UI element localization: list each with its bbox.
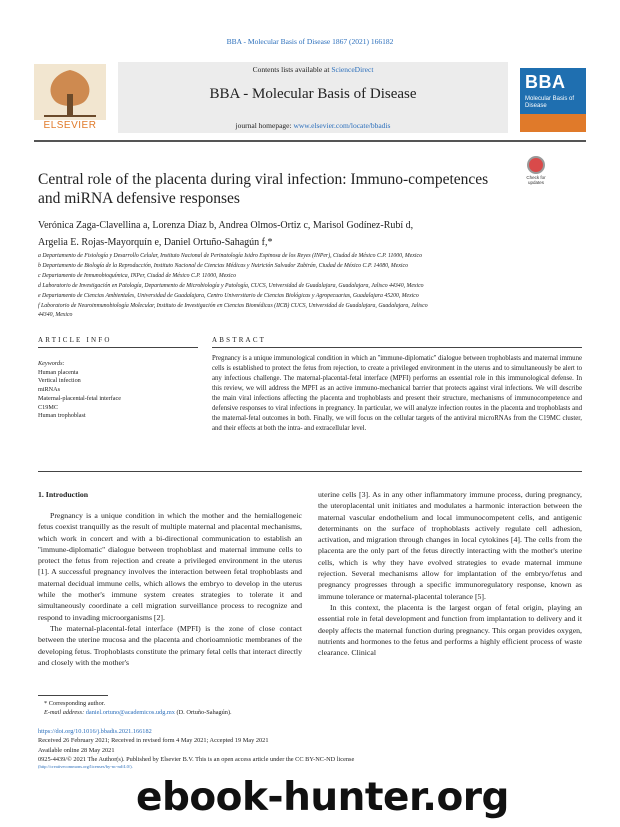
journal-name: BBA - Molecular Basis of Disease [209,86,417,102]
journal-homepage [118,121,508,130]
intro-paragraph: Pregnancy is a unique condition in which the mother and the hemiallogeneic fetus coexist tranquilly as the result of multiple maternal and placental mechanisms, which work in concert and with a bi-directional communication to establish an ''immune-diplomatic'' dialogue between trophoblast and maternal immune cells to protect the fetus from rejection and create a privileged environment in the uterus [1]. A successful pregnancy involves the interaction between fetal trophoblasts and maternal decidual immune cells, which allows the embryo to develop in the uterus while the mother's immune system creates strategies to tolerate it and simultaneously coordinate a cell migration surveillance process to recognize and respond to invading microorganisms [2]. [38,511,302,622]
affiliation-a: a Departamento de Fisiología y Desarrollo Celular, Instituto Nacional de Perinatología Isidro Espinosa de los Reyes (INPer), Ciudad de México C.P. 11000, Mexico [38,253,422,259]
keyword-item: C19MC [38,403,58,411]
doi-link[interactable]: https://doi.org/10.1016/j.bbadis.2021.166182 [38,728,152,735]
header-divider [34,140,586,142]
email-link[interactable]: daniel.ortuno@academicos.udg.mx [85,709,175,716]
watermark-text: ebook-hunter.org [136,775,509,820]
authors-line-1: Verónica Zaga-Clavellina a, Lorenza Diaz b, Andrea Olmos-Ortiz c, Marisol Godínez-Rubí d, [38,220,414,231]
email-label: E-mail address: [44,709,86,716]
email-line [44,708,584,717]
author-list [38,217,588,251]
journal-cover-image [520,68,586,132]
abstract-bottom-rule [38,471,582,472]
homepage-prefix: journal homepage: [235,121,294,130]
sciencedirect-link[interactable]: ScienceDirect [331,65,374,74]
keyword-item: miRNAs [38,386,61,394]
affiliation-b: b Departamento de Biología de la Reproducción, Instituto Nacional de Ciencias Médicas y Nutrición Salvador Zubirán, Ciudad de México C.P. 14080, Mexico [38,262,408,269]
affiliation-d: d Laboratorio de Investigación en Patología, Departamento de Microbiología y Patología, CUCS, Universidad de Guadalajara, Guadalajara, Jalisco 44340, Mexico [38,282,424,289]
intro-paragraph: The maternal-placental-fetal interface (MPFI) is the zone of close contact between the uterine mucosa and the placenta and chorioamniotic membranes of the developing fetus. Trophoblasts constitute the primary fetal cells that interact directly and closely with the mother's [38,623,302,667]
cover-stripe [520,114,586,132]
license-statement: 0925-4439/© 2021 The Author(s). Published by Elsevier B.V. This is an open access article under the CC BY-NC-ND license [38,755,355,763]
article-title: Central role of the placenta during viral infection: Immuno-competences and miRNA defensive responses [38,171,489,207]
affiliation-f-cont: 44340, Mexico [38,312,73,319]
abstract-heading: ABSTRACT [212,336,267,344]
article-history [38,727,584,770]
intro-right-column [318,489,582,658]
affiliation-f: f Laboratorio de Neuroinmunobiología Molecular, Instituto de Investigación en Ciencias Biomédicas (IICB) CUCS, Universidad de Guadalajara, Guadalajara, Jalisco [38,302,428,309]
abstract-text: Pregnancy is a unique immunological condition in which an ''immune-diplomatic'' dialogue between trophoblasts and maternal immune cells is established to protect the fetus from rejection, to create a privileged environment in the uterus and to simultaneously be alert to any infectious challenge. The maternal-placental-fetal interface (MPFI) performs an essential role in this immunological defense. In this review, we will address the MPFI as an active immuno-mechanical barrier that protects against viral infections. We will describe the main viral infections affecting the placenta and trophoblasts and present their structure, mechanisms of immunocompetence and defensive responses to viral infections in pregnancy. In particular, we will analyze infection routes in the placenta and trophoblasts and the maternal-fetal outcomes in both. Finally, we will focus on the cellular targets of the antiviral microRNAs from the C19MC cluster, and their effects at both the intra- and extracellular level. [212,355,582,432]
affiliation-c: c Departamento de Inmunobioquímica, INPer, Ciudad de México C.P. 11000, Mexico [38,272,236,279]
footnote [44,699,584,717]
received-dates: Received 26 February 2021; Received in revised form 4 May 2021; Accepted 19 May 2021 [38,737,269,745]
authors-line-2: Argelia E. Rojas-Mayorquín e, Daniel Ortuño-Sahagún f,* [38,237,273,248]
contents-prefix: Contents lists available at [252,65,332,74]
elsevier-logo [34,64,106,134]
publisher-name: ELSEVIER [43,120,97,131]
online-date: Available online 28 May 2021 [38,746,115,754]
contents-line [118,65,508,74]
license-link[interactable]: (http://creativecommons.org/licenses/by-nc-nd/4.0/). [38,764,133,770]
intro-paragraph: In this context, the placenta is the largest organ of fetal origin, playing an essential role in fetal development and function from implantation to delivery and it deeply affects the maternal function during pregnancy. This organ provides oxygen, nutrients and hormones to the fetus and performs a highly efficient process of waste clearance. Clinical [318,602,582,658]
affiliations [38,252,588,321]
check-updates-icon [527,156,545,174]
keywords-label: Keywords: [38,360,65,367]
keyword-item: Human trophoblast [38,412,86,420]
corresponding-author-note: * Corresponding author. [44,700,106,707]
homepage-link[interactable]: www.elsevier.com/locate/bbadis [293,121,391,130]
article-info-heading: ARTICLE INFO [38,336,112,344]
email-suffix: (D. Ortuño-Sahagún). [174,709,232,716]
keyword-item: Vertical infection [38,377,81,385]
intro-left-column [38,510,302,668]
abstract-rule [212,347,582,348]
article-info-rule [38,347,198,348]
check-for-updates-badge[interactable] [520,156,552,190]
intro-paragraph: uterine cells [3]. As in any other inflammatory immune process, during pregnancy, the uteroplacental unit initiates and modulates a harmonic interaction between the maternal vascular endothelium and local immunocompetent cells, and antigenic determinants on the surface of trophoblasts actively regulate cell adhesion, activation, and migration through changes in local cytokines [4]. The cells from the placenta are the only part of the fetus directly interacting with the mother's uterine cells, which is why they have evolved strategies to evade maternal immune rejection. Several mechanisms allow for implantation of the embryo/fetus and pregnancy progresses through a specific immunoregulatory response, known as immune tolerance or maternal-placental tolerance [5]. [318,490,582,601]
check-updates-label: Check for updates [526,175,546,185]
keyword-item: Human placenta [38,368,79,376]
keyword-item: Maternal-placental-fetal interface [38,394,121,402]
cover-title: BBA [525,72,566,92]
affiliation-e: e Departamento de Ciencias Ambientales, Universidad de Guadalajara, Centro Universitario de Ciencias Biológicas y Agropecuarias, Guadalajara 45200, Mexico [38,292,419,299]
cover-subtitle: Molecular Basis of Disease [525,96,575,109]
journal-citation[interactable]: BBA - Molecular Basis of Disease 1867 (2021) 166182 [226,37,394,46]
introduction-heading: 1. Introduction [38,490,89,499]
footnote-rule [38,695,108,696]
keywords-block [38,360,198,421]
